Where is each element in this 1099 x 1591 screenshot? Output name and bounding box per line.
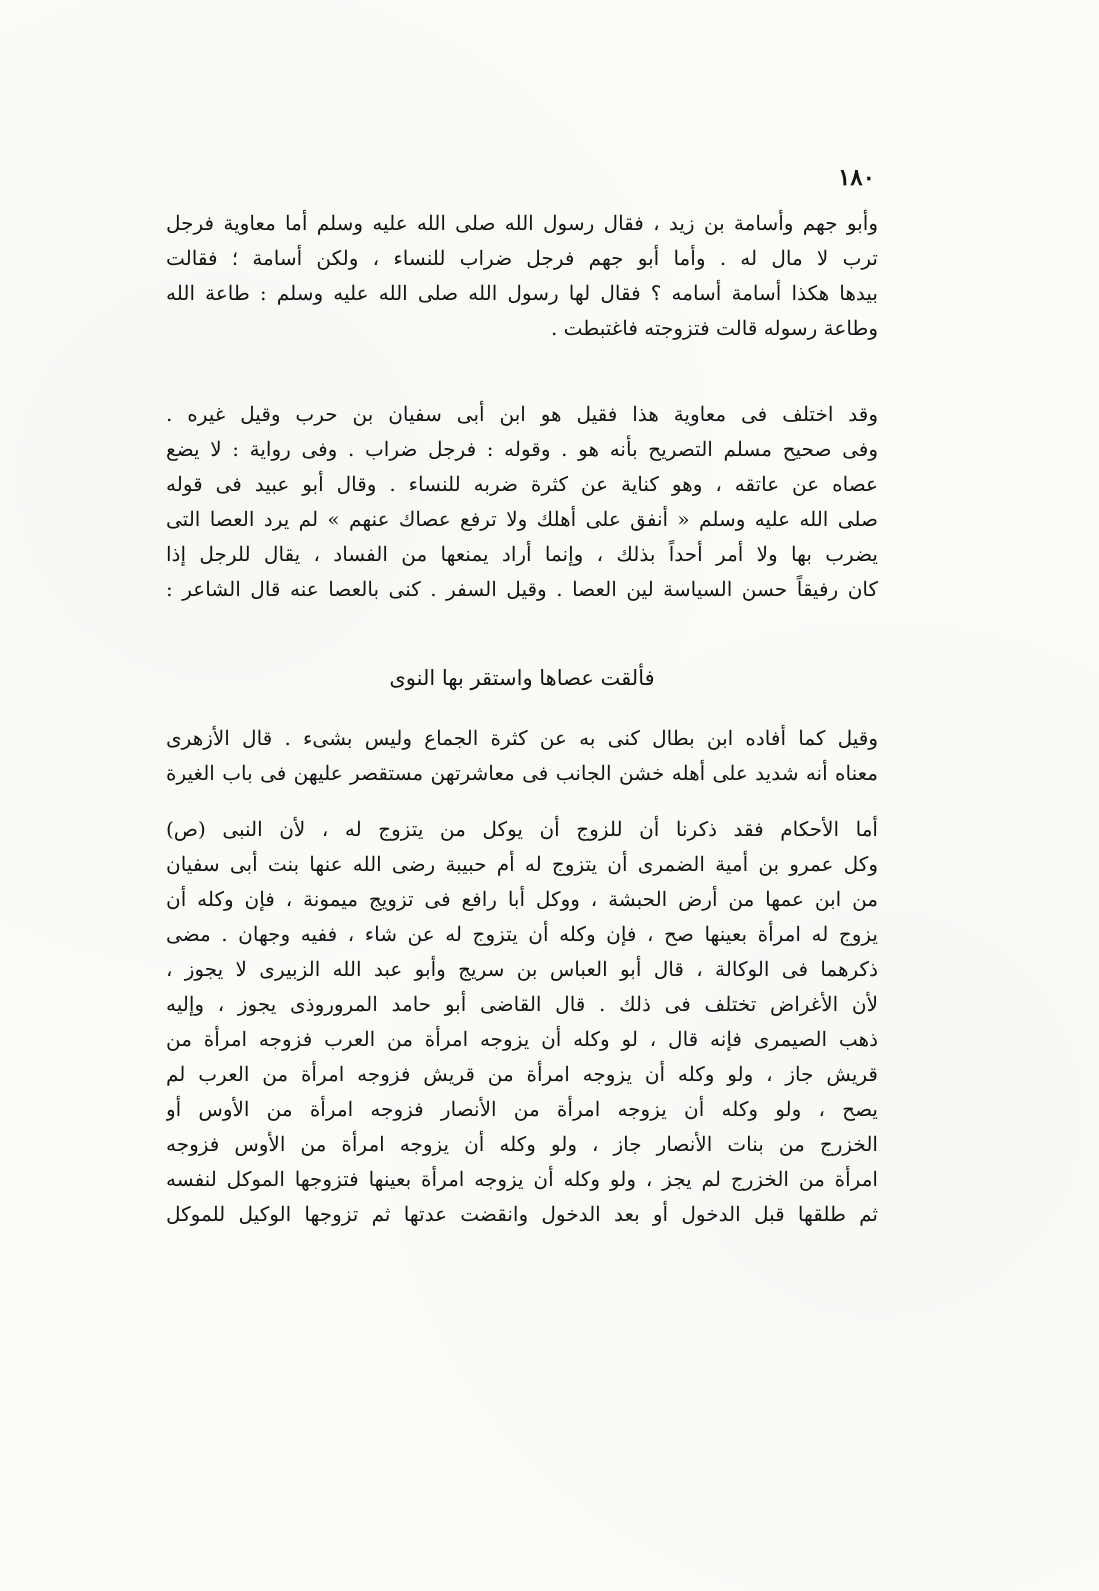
text-line: من ابن عمها من أرض الحبشة ، ووكل أبا رافع فى تزويج ميمونة ، فإن وكله أن bbox=[166, 887, 878, 911]
text-line: ترب لا مال له . وأما أبو جهم فرجل ضراب للنساء ، ولكن أسامة ؛ فقالت bbox=[166, 246, 878, 270]
text-line: معناه أنه شديد على أهله خشن الجانب فى معاشرتهن مستقصر عليهن فى باب الغيرة bbox=[166, 761, 878, 785]
text-line: لأن الأغراض تختلف فى ذلك . قال القاضى أبو حامد المروروذى يجوز ، وإليه bbox=[166, 992, 878, 1016]
text-line: الخزرج من بنات الأنصار جاز ، ولو وكله أن يزوجه امرأة من الأوس فزوجه bbox=[166, 1132, 878, 1156]
text-line: أما الأحكام فقد ذكرنا أن للزوج أن يوكل من يتزوج له ، لأن النبى (ص) bbox=[166, 817, 878, 841]
text-line: وطاعة رسوله قالت فتزوجته فاغتبطت . bbox=[550, 316, 878, 340]
poetry-verse: فألقت عصاها واستقر بها النوى bbox=[389, 666, 655, 690]
text-line: ذكرهما فى الوكالة ، قال أبو العباس بن سريج وأبو عبد الله الزبيرى لا يجوز ، bbox=[166, 957, 878, 981]
text-line: عصاه عن عاتقه ، وهو كناية عن كثرة ضربه للنساء . وقال أبو عبيد فى قوله bbox=[166, 472, 878, 496]
text-line: وكل عمرو بن أمية الضمرى أن يتزوج له أم حبيبة رضى الله عنها بنت أبى سفيان bbox=[166, 852, 878, 876]
text-line: يضرب بها ولا أمر أحداً بذلك ، وإنما أراد يمنعها من الفساد ، يقال للرجل إذا bbox=[166, 542, 878, 566]
page-number: ١٨٠ bbox=[837, 164, 875, 191]
text-line: يزوج له امرأة بعينها صح ، فإن وكله أن يتزوج له عن شاء ، ففيه وجهان . مضى bbox=[166, 922, 878, 946]
paragraph-4 bbox=[166, 812, 878, 1232]
text-line: ثم طلقها قبل الدخول أو بعد الدخول وانقضت عدتها ثم تزوجها الوكيل للموكل bbox=[166, 1202, 878, 1226]
paragraph-1 bbox=[166, 206, 878, 346]
text-line: وأبو جهم وأسامة بن زيد ، فقال رسول الله صلى الله عليه وسلم أما معاوية فرجل bbox=[166, 211, 878, 235]
text-line: قريش جاز ، ولو وكله أن يزوجه امرأة من قريش فزوجه امرأة من العرب لم bbox=[166, 1062, 878, 1086]
text-line: كان رفيقاً حسن السياسة لين العصا . وقيل السفر . كنى بالعصا عنه قال الشاعر : bbox=[166, 577, 878, 601]
text-line: وقيل كما أفاده ابن بطال كنى به عن كثرة الجماع وليس بشىء . قال الأزهرى bbox=[166, 726, 878, 750]
text-line: يصح ، ولو وكله أن يزوجه امرأة من الأنصار فزوجه امرأة من الأوس أو bbox=[166, 1097, 878, 1121]
paragraph-2 bbox=[166, 397, 878, 607]
text-line: وقد اختلف فى معاوية هذا فقيل هو ابن أبى سفيان بن حرب وقيل غيره . bbox=[166, 402, 878, 426]
text-line: صلى الله عليه وسلم « أنفق على أهلك ولا ترفع عصاك عنهم » لم يرد العصا التى bbox=[166, 507, 878, 531]
text-line: بيدها هكذا أسامة أسامه ؟ فقال لها رسول الله صلى الله عليه وسلم : طاعة الله bbox=[166, 281, 878, 305]
paragraph-3 bbox=[166, 721, 878, 791]
text-line: امرأة من الخزرج لم يجز ، ولو وكله أن يزوجه امرأة بعينها فتزوجها الموكل لنفسه bbox=[166, 1167, 878, 1191]
text-line: ذهب الصيمرى فإنه قال ، لو وكله أن يزوجه امرأة من العرب فزوجه امرأة من bbox=[166, 1027, 878, 1051]
text-line: وفى صحيح مسلم التصريح بأنه هو . وقوله : فرجل ضراب . وفى رواية : لا يضع bbox=[166, 437, 878, 461]
